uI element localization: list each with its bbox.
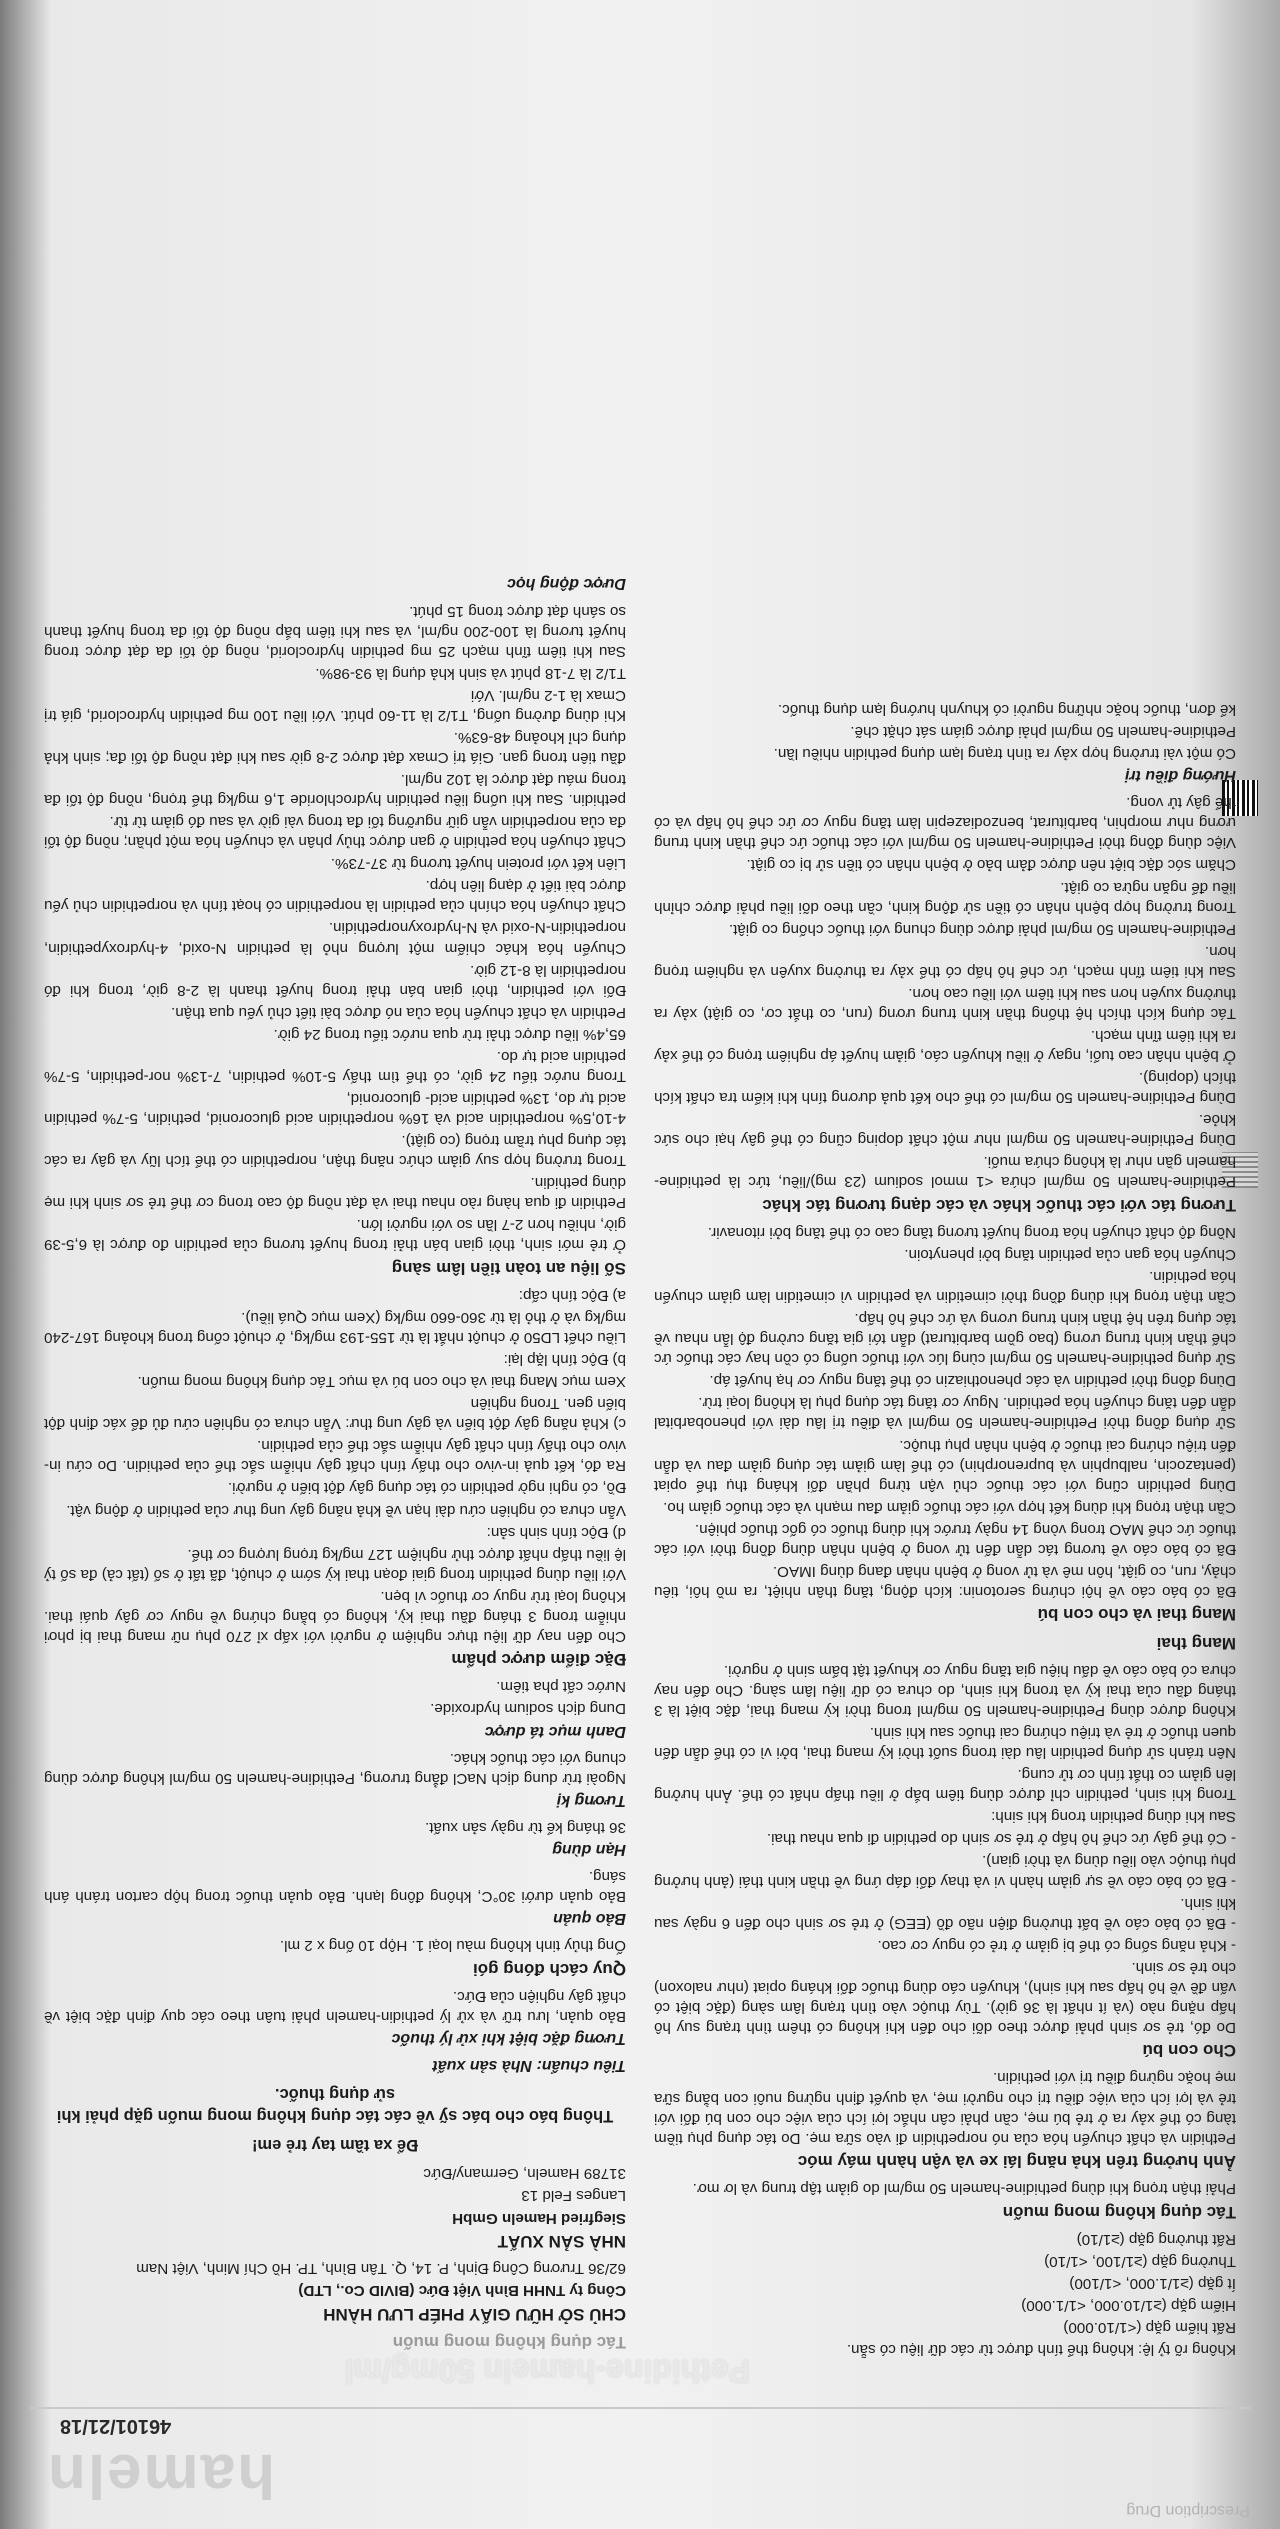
text-prescription-abuse: kể đơn, thuốc hoặc những người có khuynh hướng lạm dụng thuốc. [777, 701, 1236, 719]
text-urine-24h: Trong nước tiểu 24 giờ, có thể tìm thấy 5-10% pethidin, 7-13% nor-pethidin, 5-7% pethidin acid tự do. [44, 1047, 626, 1085]
heading-pharmacokinetics: Dược động học [506, 575, 626, 593]
text-mouse-study: Với liều dùng pethidin trong giai đoạn thai kỳ sớm ở chuột, đã tất ở số (tất cả) đa số tỷ lệ liều thấp nhất được thử nghiệm 127 mg/kg trọng lượng cơ thể. [44, 1545, 626, 1583]
text-hepatic: Chất chuyển hóa pethidin ở gan được thủy phân và chuyển hóa một phần; nồng độ tối đa của norpethidin vẫn giữ ngưỡng tối đa trong vài giờ và sau đó giảm từ từ. [44, 813, 626, 851]
text-mutagenicity: c) Khả năng gây đột biến và gây ung thư: Vẫn chưa có nghiên cứu đủ để xác định đột biến gen. Trong nghiên [44, 1395, 626, 1433]
heading-packaging: Quy cách đóng gói [472, 1959, 626, 1979]
text-elderly: Ở bệnh nhân cao tuổi, ngay ở liều khuyến cáo, giảm huyết áp nghiêm trọng có thể xảy ra khi tiêm tĩnh mạch. [654, 1027, 1236, 1065]
text-phenothiazine: Dùng đồng thời pethidin và các phenothiazin có thể tăng nguy cơ hạ huyết áp. [709, 1372, 1236, 1390]
heading-treatment: Hướng điều trị [1124, 767, 1236, 785]
heading-excipients: Danh mục tá dược [484, 1722, 626, 1740]
text-anticonvulsant: Pethidine-hameln 50 mg/ml phải được dùng chung với thuốc chống co giật. [728, 920, 1236, 938]
text-respiratory: - Có thể gây ức chế hô hấp ở trẻ sơ sinh do pethidin đi qua nhau thai. [766, 1830, 1236, 1848]
text-oral-dose: pethidin. Sau khi uống liều pethidin hydrochloride 1,6 mg/kg thể trọng, nồng độ tối đa trong máu đạt được là 102 ng/ml. [44, 771, 626, 809]
text-company-name: Công ty TNHH Bình Việt Đức (BIVID Co., LTD) [298, 2282, 626, 2300]
heading-storage: Bảo quản [553, 1910, 626, 1928]
text-mutagenic-suspicion: Đồ, có nghi ngờ pethidin có tác dụng gây đột biến ở người. [227, 1479, 626, 1497]
prescription-label: Prescription Drug [1126, 2502, 1250, 2519]
heading-manufacturer: NHÀ SẢN XUẤT [497, 2232, 626, 2251]
text-doping-test: Dùng Pethidine-hameln 50 mg/ml có thể cho kết quả dương tính khi kiểm tra chất kích thích (doping). [654, 1069, 1236, 1107]
text-very-rare: Rất hiếm gặp (<1/10.000) [1063, 2318, 1236, 2336]
text-long-term: Nên tránh sử dụng pethidin lâu dài trong suốt thời kỳ mang thai, bởi vì có thể dẫn đến quen thuốc ở trẻ và triệu chứng cai thuốc sau khi sinh. [654, 1724, 1236, 1762]
text-manufacturer-city: 31789 Hameln, Germany/Đức [423, 2165, 626, 2183]
text-disposal: Bảo quản, lưu trữ và xử lý pethidin-hameln phải tuân theo các quy định đặc biệt về chất gây nghiện của Đức. [44, 1987, 626, 2025]
heading-disposal: Tương đặc biệt khi xử lý thuốc [391, 2029, 626, 2047]
text-during-labour: Trong khi sinh, pethidin chỉ được dùng tiêm bắp ở liều thấp nhất có thể. Ảnh hưởng lên giảm co thắt tính cơ tử cung. [654, 1766, 1236, 1804]
text-pregnancy: Không được dùng Pethidine-hameln 50 mg/ml trong thời kỳ mang thai, đặc biệt là 3 tháng đầu của thai kỳ và trong khi sinh, do chưa có dữ liệu lâm sàng. Cho đến nay chưa có báo cáo về dấu hiệu gia tăng nguy cơ khuyết tật bẩm sinh ở người. [654, 1661, 1236, 1720]
heading-license-holder: CHỦ SỞ HỮU GIẤY PHÉP LƯU HÀNH [323, 2304, 626, 2324]
text-abuse-cases: Có một vài trường hợp xảy ra tình trạng lạm dụng pethidin nhiều lần. [773, 745, 1236, 763]
text-placenta: Pethidin đi qua hàng rào nhau thai và đạt nồng độ cao trong cơ thể trẻ sơ sinh khi mẹ dùng pethidin. [44, 1174, 626, 1212]
text-im-route: T1/2 là 7-18 phút và sinh khả dụng là 93-98%. [315, 664, 626, 682]
text-excretion: Pethidin và chất chuyển hóa của nó được bài tiết chủ yếu qua thận. [171, 1003, 626, 1021]
column-left [654, 0, 1236, 2359]
text-after-labour: Sau khi dùng pethidin trong khi sinh: [991, 1808, 1236, 1826]
heading-pharmaceutical: Đặc điểm dược phẩm [451, 1650, 626, 1670]
text-manufacturer-street: Langes Feld 13 [521, 2187, 626, 2205]
text-partial-agonists: Dùng pethidin cũng với các thuốc chủ vận từng phần đối kháng thụ thể opiat (pentazocin, nalbuphin và buprenorphin) có thể làm giảm tác dụng giảm đau và dẫn đến triệu chứng cai thuốc ở bệnh nhân phụ thuộc. [654, 1436, 1236, 1494]
text-phenobarbital: Sử dụng đồng thời Pethidine-hameln 50 mg/ml và điều trị lâu dài với phenobarbital dẫn đến tăng chuyển hóa pethidin. Nguy cơ tăng tác dụng phụ là không loại trừ. [654, 1394, 1236, 1432]
text-ritonavir: Nồng độ chất chuyển hóa trong huyết tương tăng cao có thể tăng bởi ritonavir. [707, 1223, 1236, 1241]
text-frequency-unknown: Không rõ tỷ lệ: không thể tính được từ các dữ liệu có sẵn. [846, 2341, 1236, 2358]
text-cns-depressants: Việc dùng đồng thời Pethidine-hameln 50 mg/ml với các thuốc ức chế thần kinh trung ương như morphin, barbiturat, benzodiazepin làm tăng nguy cơ ức chế hô hấp và có thể gây tử vong. [654, 794, 1236, 852]
text-phenytoin: Chuyển hóa gan của pethidin tăng bởi phenytoin. [904, 1246, 1236, 1263]
text-uncommon: Ít gặp (≥1/1.000, <1/100) [1069, 2274, 1236, 2292]
heading-preclinical: Số liệu an toàn tiền lâm sàng [391, 1258, 626, 1278]
text-excipient-water: Nước cất pha tiêm. [496, 1678, 626, 1696]
text-seizure-history: Chăm sóc đặc biệt nên được đảm bảo ở bệnh nhân có tiền sử bị co giật. [746, 856, 1236, 874]
text-common: Thường gặp (≥1/100, <1/10) [1044, 2252, 1236, 2270]
text-manufacturer-name: Siegfried Hameln GmbH [452, 2209, 626, 2227]
heading-pregnancy-lactation: Mang thai và cho con bú [1037, 1605, 1236, 1625]
text-main-metabolite: Chất chuyển hóa chính của pethidin là norpethidin có hoạt tính và norpethidin chủ yếu được bài tiết ở dạng liên hợp. [44, 877, 626, 915]
heading-standard: Tiêu chuẩn: Nhà sản xuất [432, 2057, 626, 2075]
text-minor-metabolites: Chuyển hóa khác chiếm một lượng nhỏ là pethidin N-oxid, 4-hydroxypethidin, norpethidin-N-oxid và N-hydroxynorpethidin. [44, 919, 626, 957]
heading-shelf-life: Hạn dùng [552, 1841, 626, 1858]
text-acute-tox: a) Độc tính cấp: [518, 1286, 626, 1304]
text-protein-binding: Liên kết với protein huyết tương từ 37-73%. [330, 855, 626, 873]
text-reproductive-tox: d) Độc tính sinh sản: [486, 1523, 626, 1541]
text-maoi: Đã có báo cáo về tương tác dẫn đến tử vong ở bệnh nhân dùng đồng thời với các thuốc ức chế MAO trong vòng 14 ngày trước khi dùng thuốc có gốc thuốc phiện. [654, 1520, 1236, 1558]
text-oral-route: Khi dùng đường uống, T1/2 là 11-60 phút. Với liều 100 mg pethidin hydroclorid, giá trị Cmax là 1-2 ng/ml. Với [44, 686, 626, 724]
text-ld50: Liều chết LD50 ở chuột nhắt là từ 155-193 mg/kg, ở chuột cống trong khoảng 167-240 mg/kg và ở thỏ là từ 360-660 mg/kg (Xem mục Quá liều). [44, 1308, 626, 1347]
text-very-common: Rất thường gặp (≥1/10) [1076, 2230, 1236, 2248]
text-iv-respiratory: Sau khi tiêm tĩnh mạch, ức chế hô hấp có thể xảy ra thường xuyên và nghiêm trọng hơn. [654, 942, 1236, 980]
text-rare: Hiếm gặp (≥1/10.000, <1/1.000) [1021, 2296, 1236, 2314]
text-repeat-tox: b) Độc tính lặp lại: [503, 1351, 626, 1369]
text-serotonin: Đã có báo cáo về hội chứng serotonin: kích động, tăng thân nhiệt, ra mồ hôi, tiêu chảy, run, co giật, hôn mê và tử vong ở bệnh nhân đang dùng IMAO. [654, 1562, 1236, 1600]
text-behaviour: - Đã có báo cáo về sự giảm hành vi và thay đổi đáp ứng về thần kinh thái (ảnh hưởng phụ thuộc vào liều dùng và thời gian). [654, 1852, 1236, 1890]
text-survival: - Khả năng sống có thể bị giảm ở trẻ có nguy cơ cao. [877, 1936, 1236, 1954]
text-eeg: - Đã có báo cáo về bất thường điện não đồ (EEG) ở trẻ sơ sinh cho đến 6 ngày sau khi sinh. [654, 1894, 1236, 1932]
heading-side-effects-repeat: Tác dụng không mong muốn [392, 2333, 626, 2352]
leaflet-header [30, 2407, 1250, 2529]
text-first-pass: đầu tiên trong gan. Giá trị Cmax đạt được 2-8 giờ sau khi đạt nồng độ tối đa; sinh khả dụng chỉ khoảng 48-63%. [44, 728, 626, 766]
text-renal: Trong trường hợp suy giảm chức năng thận, norpethidin có thể tích lũy và gây ra các tác dụng phụ trầm trọng (co giật). [44, 1132, 626, 1170]
text-shelf-life: 36 tháng kể từ ngày sản xuất. [425, 1818, 626, 1836]
text-epilepsy: Trong trường hợp bệnh nhân có tiền sử động kinh, cần theo dõi liều phải được chỉnh liều để ngăn ngừa co giật. [654, 878, 1236, 916]
text-packaging: Ống thủy tinh không màu loại 1. Hộp 10 ống x 2 ml. [279, 1937, 626, 1955]
text-supervision: Pethidine-hameln 50 mg/ml phải được giám sát chặt chẽ. [850, 723, 1236, 741]
text-pregnancy-data: Cho đến nay dữ liệu thực nghiệm ở người với xấp xỉ 270 phụ nữ mang thai bị phơi nhiễm trong 3 tháng đầu thai kỳ, không có bằng chứng về nguy cơ gây quái thai. Không loại trừ nguy cơ thuốc vì bẹn. [44, 1587, 626, 1645]
leaflet-title: Pethidine-hameln 50mg/ml [344, 2353, 750, 2389]
heading-incompatibilities: Tương kị [556, 1791, 626, 1809]
text-invivo: Ra đó, kết quả in-vivo cho thấy tính chất gây nhiễm sắc thể của pethidin. Do cứu in-vivo cho thấy tính chất gây nhiễm sắc thể của pethidin. [44, 1437, 626, 1475]
text-cimetidine: Cần thận trọng khi dùng đồng thời cimetidin và pethidin vì cimetidin làm giảm chuyển hóa pethidin. [654, 1268, 1236, 1306]
text-urine-metabolites: 4-10,5% norpethidin acid và 16% norpethidin acid glucoronid, pethidin, 5-7% pethidin acid tự do, 13% pethidin acid- glucoronid, [44, 1089, 626, 1128]
document-number: 46101/21/18 [60, 2415, 172, 2437]
text-see-section: Xem mục Mang thai và cho con bú và mục Tác dụng không mong muốn. [137, 1373, 626, 1391]
text-alcohol: Sử dụng pethidine-hameln 50 mg/ml cùng lúc với thuốc uống có cồn hay các thuốc ức chế thần kinh trung ương (bao gồm barbiturat) dẫn tới gia tăng cường độ lẫn nhau về tác dụng trên hệ thần kinh trung ương và ức chế hô hấp. [654, 1310, 1236, 1368]
heading-side-effects: Tác dụng không mong muốn [1002, 2202, 1236, 2222]
text-company-address: 62/36 Trương Công Định, P. 14, Q. Tân Bình, TP. Hồ Chí Minh, Việt Nam [136, 2260, 626, 2278]
leaflet-sheet-rotated [30, 0, 1250, 2529]
text-half-life: Đối với pethidin, thời gian bán thải trong huyết thanh là 2-8 giờ, trong khi đó norpethidin là 8-12 giờ. [44, 961, 626, 999]
heading-driving: Ảnh hưởng trên khả năng lái xe và vận hành máy móc [797, 2152, 1236, 2172]
text-urine-fraction: 65,4% liều được thải trừ qua nước tiểu trong 24 giờ. [273, 1025, 626, 1043]
text-iv-route: Sau khi tiêm tĩnh mạch 25 mg pethidin hydroclorid, nồng độ tối đa đạt được trong huyết tương là 100-200 ng/ml, và sau khi tiêm bắp nồng độ tối đa trong huyết thanh so sánh đạt được trong 15 phút. [44, 602, 626, 660]
text-doping-harm: Dùng Pethidine-hameln 50 mg/ml như một chất doping cũng có thể gây hại cho sức khỏe. [654, 1111, 1236, 1149]
leaflet-columns [30, 0, 1250, 2359]
text-breastfeeding: Pethidin và chất chuyển hóa của nó norpethidin đi vào sữa mẹ. Do tác dụng phụ tiềm tàng có thể xảy ra ở trẻ bú mẹ, cần phải cân nhắc lợi ích của việc cho con bú đối với trẻ và lợi ích của việc điều trị cho người mẹ, và quyết định ngừng nuôi con bằng sữa mẹ hoặc ngừng điều trị với pethidin. [654, 2069, 1236, 2147]
text-driving: Phải thận trọng khi dùng pethidine-hameln 50 mg/ml do giảm tập trung và lơ mơ. [692, 2180, 1236, 2198]
text-incompatibilities: Ngoài trừ dung dịch NaCl đẳng trương, Pethidine-hameln 50 mg/ml không được dùng chung với các thuốc khác. [44, 1749, 626, 1787]
heading-keep-away: Để xa tầm tay trẻ em! [252, 2136, 418, 2155]
text-storage: Bảo quản dưới 30°C, không đông lạnh. Bảo quản thuốc trong hộp carton tránh ánh sáng. [44, 1868, 626, 1906]
column-right [44, 0, 626, 2359]
heading-report-effects: Thông báo cho bác sỹ về các tác dụng không mong muốn gặp phải khi sử dụng thuốc. [56, 2084, 614, 2125]
heading-pregnancy: Mang thai [1156, 1633, 1236, 1653]
text-cns-stimulation: Tác dụng kích thích hệ thống thần kinh trung ương (run, co thắt cơ, co giật) xảy ra thường xuyên hơn sau khi tiêm với liều cao hơn. [654, 984, 1236, 1022]
text-newborn-half-life: Ở trẻ mới sinh, thời gian bán thải trong huyết tương của pethidin đo được là 6,5-39 giờ, nhiều hơn 2-7 lần so với người lớn. [44, 1216, 626, 1254]
text-excipient-naoh: Dung dịch sodium hydroxide. [430, 1700, 626, 1718]
text-analgesics: Cần thận trọng khi dùng kết hợp với các thuốc giảm đau mạnh và các thuốc giảm ho. [663, 1498, 1236, 1516]
brand-logo-text: hameln [46, 2441, 276, 2510]
heading-breastfeeding: Cho con bú [1142, 2041, 1236, 2061]
heading-interactions: Tương tác với các thuốc khác và các dạng tương tác khác [762, 1195, 1236, 1215]
text-carcinogenicity: Vẫn chưa có nghiên cứu dài hạn về khả năng gây ung thư của pethidin ở động vật. [66, 1501, 626, 1519]
text-sodium: Pethidine-hameln 50 mg/ml chứa <1 mmol sodium (23 mg)/liều, tức là pethidine-hameln gần như là không chứa muối. [654, 1153, 1236, 1191]
text-newborn-monitoring: Do đó, trẻ sơ sinh phải được theo dõi cho đến khi không có thêm tình trạng suy hô hấp nặng nào (và ít nhất là 36 giờ). Tùy thuộc vào tình trạng lâm sàng (đặc biệt có vấn đề về hô hấp sau khi sinh), khuyến cáo dùng thuốc đối kháng opiat (như naloxon) cho trẻ sơ sinh. [654, 1958, 1236, 2036]
